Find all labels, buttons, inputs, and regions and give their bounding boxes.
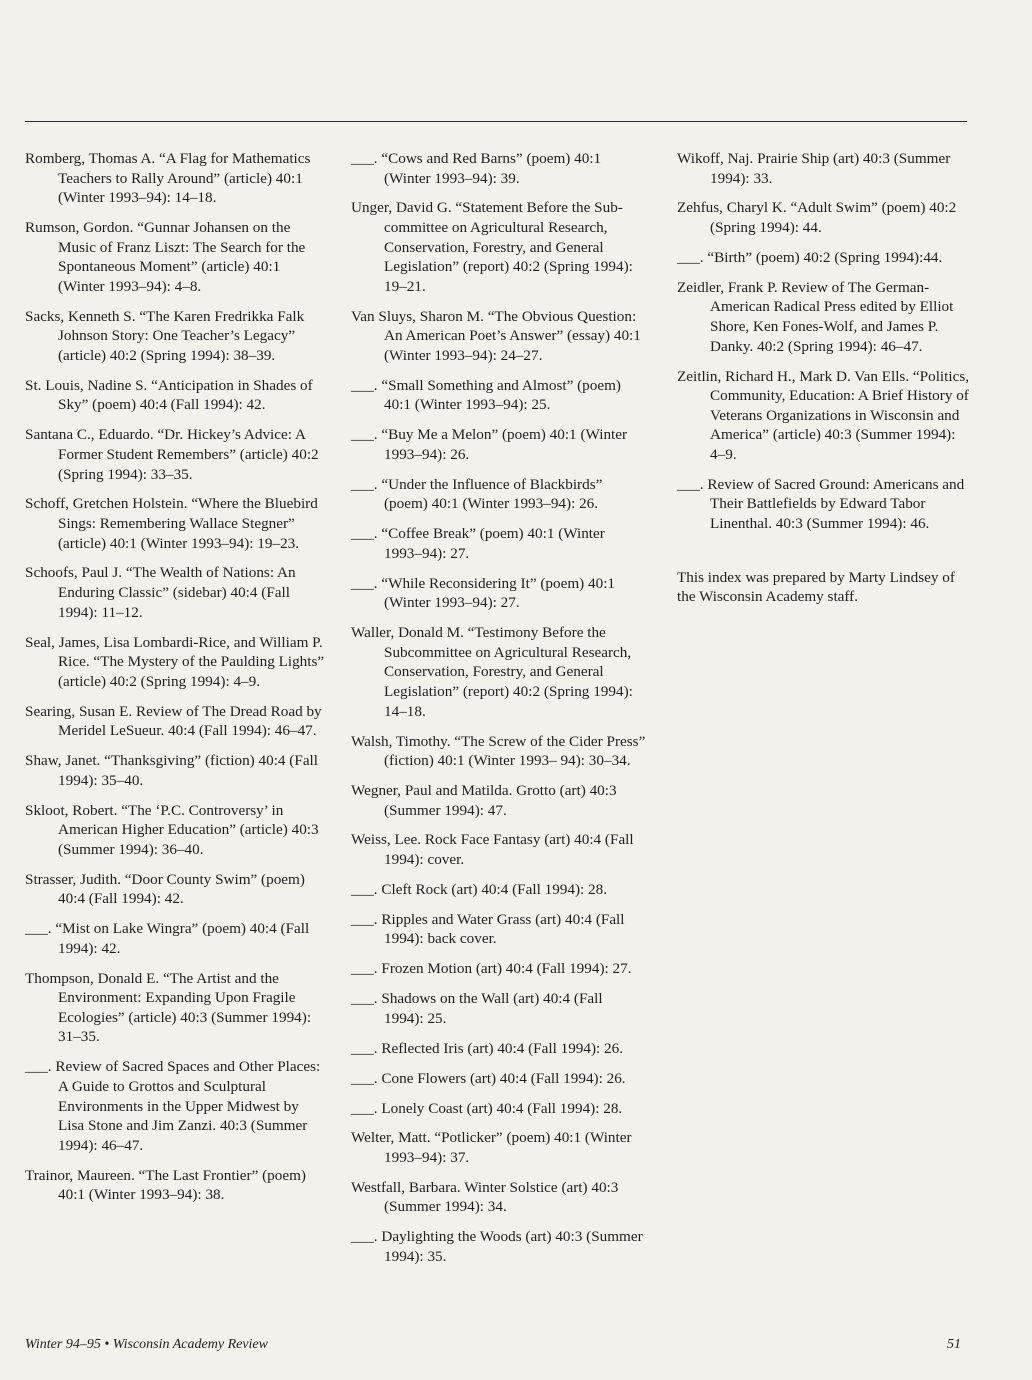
index-entry: ___. Cone Flowers (art) 40:4 (Fall 1994): 26. (351, 1069, 626, 1087)
index-entry: ___. “Buy Me a Melon” (poem) 40:1 (Winter 1993–94): 26. (351, 426, 628, 463)
index-entry: Welter, Matt. “Potlicker” (poem) 40:1 (Winter 1993–94): 37. (351, 1129, 632, 1166)
index-entry: Zeitlin, Richard H., Mark D. Van Ells. “Politics, Community, Education: A Brief History of Veterans Organizations in Wisconsin and America” (article) 40:3 (Summer 1994): 4–9. (677, 367, 970, 463)
index-entry: ___. Cleft Rock (art) 40:4 (Fall 1994): 28. (351, 880, 608, 898)
index-entry: Wegner, Paul and Matilda. Grotto (art) 40:3 (Summer 1994): 47. (351, 782, 617, 819)
index-entry: ___. Review of Sacred Spaces and Other Places: A Guide to Grottos and Sculptural Environments in the Upper Midwest by Lisa Stone and Jim Zanzi. 40:3 (Summer 1994): 46–47. (25, 1058, 321, 1154)
index-entry: Sacks, Kenneth S. “The Karen Fredrikka Falk Johnson Story: One Teacher’s Legacy” (article) 40:2 (Spring 1994): 38–39. (25, 307, 305, 364)
index-entry: Weiss, Lee. Rock Face Fantasy (art) 40:4 (Fall 1994): cover. (351, 831, 634, 869)
index-entry: Westfall, Barbara. Winter Solstice (art) 40:3 (Summer 1994): 34. (351, 1178, 619, 1216)
index-entry: Schoofs, Paul J. “The Wealth of Nations: An Enduring Classic” (sidebar) 40:4 (Fall 1994): 11–12. (25, 564, 296, 621)
index-entry: Romberg, Thomas A. “A Flag for Mathematics Teachers to Rally Around” (article) 40:1 (Winter 1993–94): 14–18. (25, 150, 311, 207)
index-entry: ___. “Small Something and Almost” (poem) 40:1 (Winter 1993–94): 25. (351, 376, 621, 414)
header-rule (25, 121, 967, 122)
index-entry: ___. Shadows on the Wall (art) 40:4 (Fall 1994): 25. (351, 990, 603, 1027)
page-number: 51 (947, 1337, 961, 1352)
index-entry: St. Louis, Nadine S. “Anticipation in Shades of Sky” (poem) 40:4 (Fall 1994): 42. (25, 376, 313, 414)
index-entry: Zeidler, Frank P. Review of The German-American Radical Press edited by Elliot Shore, Ken Fones-Wolf, and James P. Danky. 40:2 (Spring 1994): 46–47. (677, 278, 954, 355)
index-entry: ___. “Under the Influence of Blackbirds” (poem) 40:1 (Winter 1993–94): 26. (351, 475, 603, 513)
index-entry: ___. Reflected Iris (art) 40:4 (Fall 1994): 26. (351, 1039, 624, 1057)
index-entry: Zehfus, Charyl K. “Adult Swim” (poem) 40:2 (Spring 1994): 44. (677, 199, 957, 237)
index-column-2 (351, 149, 646, 1277)
index-entry: ___. Daylighting the Woods (art) 40:3 (Summer 1994): 35. (351, 1228, 643, 1265)
index-entry: Shaw, Janet. “Thanksgiving” (fiction) 40:4 (Fall 1994): 35–40. (25, 752, 318, 789)
index-column-1 (25, 149, 325, 1215)
index-entry: ___. “Birth” (poem) 40:2 (Spring 1994):44. (677, 248, 943, 266)
index-entry: ___. Ripples and Water Grass (art) 40:4 (Fall 1994): back cover. (351, 910, 625, 948)
index-credit-note: This index was prepared by Marty Lindsey of the Wisconsin Academy staff. (677, 568, 955, 606)
index-entry: ___. Review of Sacred Ground: Americans and Their Battlefields by Edward Tabor Linenthal. 40:3 (Summer 1994): 46. (677, 475, 965, 532)
index-entry: Unger, David G. “Statement Before the Subcommittee on Agricultural Research, Conservation, Forestry, and General Legislation” (report) 40:2 (Spring 1994): 19–21. (351, 199, 633, 295)
index-entry: Schoff, Gretchen Holstein. “Where the Bluebird Sings: Remembering Wallace Stegner” (article) 40:1 (Winter 1993–94): 19–23. (25, 495, 318, 552)
index-entry: Wikoff, Naj. Prairie Ship (art) 40:3 (Summer 1994): 33. (677, 150, 951, 187)
index-entry: ___. Lonely Coast (art) 40:4 (Fall 1994): 28. (351, 1099, 623, 1117)
index-entry: Walsh, Timothy. “The Screw of the Cider Press” (fiction) 40:1 (Winter 1993– 94): 30–34. (351, 732, 646, 770)
index-entry: ___. “Mist on Lake Wingra” (poem) 40:4 (Fall 1994): 42. (25, 920, 310, 957)
index-entry: Santana C., Eduardo. “Dr. Hickey’s Advice: A Former Student Remembers” (article) 40:2 (Spring 1994): 33–35. (25, 426, 319, 483)
index-entry: Strasser, Judith. “Door County Swim” (poem) 40:4 (Fall 1994): 42. (25, 870, 305, 908)
index-entry: ___. “Coffee Break” (poem) 40:1 (Winter 1993–94): 27. (351, 525, 605, 562)
index-entry: Waller, Donald M. “Testimony Before the Subcommittee on Agricultural Research, Conservation, Forestry, and General Legislation” (report) 40:2 (Spring 1994): 14–18. (351, 624, 633, 720)
footer-issue-label: Winter 94–95 • Wisconsin Academy Review (25, 1337, 268, 1352)
index-entry: ___. Frozen Motion (art) 40:4 (Fall 1994): 27. (351, 960, 632, 978)
index-entry: Skloot, Robert. “The ‘P.C. Controversy’ in American Higher Education” (article) 40:3 (Summer 1994): 36–40. (25, 801, 319, 858)
index-column-3 (677, 149, 972, 622)
index-entry: Thompson, Donald E. “The Artist and the Environment: Expanding Upon Fragile Ecologies” (article) 40:3 (Summer 1994): 31–35. (25, 969, 312, 1046)
index-entry: ___. “Cows and Red Barns” (poem) 40:1 (Winter 1993–94): 39. (351, 150, 602, 187)
index-entry: Trainor, Maureen. “The Last Frontier” (poem) 40:1 (Winter 1993–94): 38. (25, 1166, 306, 1204)
index-entry: Van Sluys, Sharon M. “The Obvious Question: An American Poet’s Answer” (essay) 40:1 (Winter 1993–94): 24–27. (351, 307, 641, 364)
index-entry: Searing, Susan E. Review of The Dread Road by Meridel LeSueur. 40:4 (Fall 1994): 46–47. (25, 702, 322, 740)
index-entry: Rumson, Gordon. “Gunnar Johansen on the Music of Franz Liszt: The Search for the Spontaneous Moment” (article) 40:1 (Winter 1993–94): 4–8. (25, 219, 306, 295)
index-entry: ___. “While Reconsidering It” (poem) 40:1 (Winter 1993–94): 27. (351, 574, 616, 612)
index-entry: Seal, James, Lisa Lombardi-Rice, and William P. Rice. “The Mystery of the Paulding Lights” (article) 40:2 (Spring 1994): 4–9. (25, 633, 325, 690)
